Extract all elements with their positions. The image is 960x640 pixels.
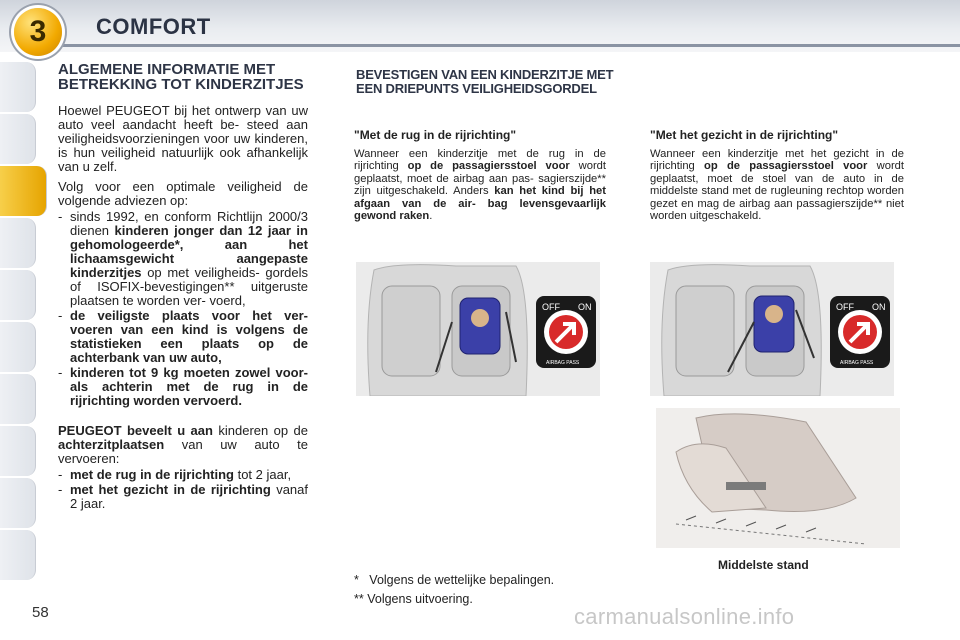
advice-item-2-bold: de veiligste plaats voor het ver- voeren van een kind is volgens de statistieken een plaats op de achterbank van uw auto, bbox=[70, 308, 308, 365]
rear-facing-bold-2: kan het kind bij het afgaan van de air- bag levensgevaarlijk gewond raken bbox=[354, 185, 607, 223]
age-item-rear bbox=[58, 468, 308, 482]
section-title-general: ALGEMENE INFORMATIE MET BETREKKING TOT KINDERZITJES bbox=[58, 61, 304, 93]
airbag-pass-label-2: AIRBAG PASS bbox=[840, 360, 874, 366]
advice-intro: Volg voor een optimale veiligheid de volgende adviezen op: bbox=[58, 179, 308, 208]
watermark: carmanualsonline.info bbox=[574, 604, 795, 629]
forward-facing-text-pre: Wanneer een kinderzitje met het gezicht in de rijrichting bbox=[650, 148, 904, 173]
advice-item-2 bbox=[58, 309, 308, 365]
advice-item-3-bold: kinderen tot 9 kg moeten zowel voor- als achterin met de rug in de rijrichting worden vervoerd. bbox=[70, 365, 308, 408]
recommendation-bold-1: PEUGEOT beveelt u aan bbox=[58, 423, 213, 438]
chapter-title: COMFORT bbox=[96, 14, 211, 39]
rear-facing-text-mid: wordt geplaatst, moet de airbag aan pas- sagierszijde** zijn uitgeschakeld. Anders bbox=[354, 160, 607, 198]
forward-facing-illustration bbox=[650, 262, 894, 396]
advice-item-1 bbox=[58, 210, 308, 308]
footnote-1 bbox=[354, 573, 554, 587]
chapter-tab-6[interactable] bbox=[0, 322, 36, 372]
chapter-tab-2[interactable] bbox=[0, 114, 36, 164]
intro-paragraph: Hoewel PEUGEOT bij het ontwerp van uw auto veel aandacht heeft be- steed aan veiligheidsvoorzieningen voor uw kinderen, is hun veiligheid natuurlijk ook afhankelijk van u zelf. bbox=[58, 103, 308, 174]
rear-facing-bold-1: op de passagiersstoel voor bbox=[407, 160, 570, 173]
rear-facing-car-image bbox=[356, 262, 600, 396]
airbag-switch-icon bbox=[536, 296, 596, 368]
forward-facing-block bbox=[650, 128, 904, 222]
footnote-1-text: Volgens de wettelijke bepalingen. bbox=[369, 573, 555, 587]
airbag-off-label: OFF bbox=[542, 302, 560, 312]
forward-facing-text-post: wordt geplaatst, moet de stoel van de auto in de middelste stand met de rugleuning rechtop worden gezet en mag de airbag aan passagierszijde** niet worden uitgeschakeld. bbox=[650, 160, 904, 223]
recommendation-mid: kinderen op de bbox=[218, 423, 308, 438]
rear-facing-end: . bbox=[429, 210, 433, 223]
section-general-info bbox=[58, 62, 308, 511]
advice-item-1-post: op met veiligheids- gordels of ISOFIX-bevestigingen** uitgeruste plaatsen te worden ver- voerd, bbox=[70, 265, 308, 308]
footnote-2-mark: ** bbox=[354, 592, 364, 606]
section-fastening bbox=[356, 68, 626, 96]
footnote-2 bbox=[354, 592, 473, 606]
forward-facing-heading: "Met het gezicht in de rijrichting" bbox=[650, 128, 839, 142]
age-item-forward bbox=[58, 483, 308, 511]
age-item-rear-post: tot 2 jaar, bbox=[237, 467, 292, 482]
page-number: 58 bbox=[32, 604, 49, 621]
section-title-fastening: BEVESTIGEN VAN EEN KINDERZITJE MET EEN DRIEPUNTS VEILIGHEIDSGORDEL bbox=[356, 67, 614, 96]
chapter-tab-5[interactable] bbox=[0, 270, 36, 320]
age-list bbox=[58, 468, 308, 511]
seat-caption: Middelste stand bbox=[718, 558, 809, 572]
chapter-tab-3-active[interactable] bbox=[0, 166, 47, 216]
chapter-tab-1[interactable] bbox=[0, 62, 36, 112]
rear-facing-text bbox=[354, 148, 606, 222]
chapter-tabs bbox=[0, 62, 36, 582]
advice-item-3 bbox=[58, 366, 308, 408]
age-item-forward-post: vanaf 2 jaar. bbox=[70, 482, 308, 511]
chapter-tab-9[interactable] bbox=[0, 478, 36, 528]
advice-list bbox=[58, 210, 308, 408]
age-item-rear-bold: met de rug in de rijrichting bbox=[70, 467, 234, 482]
chapter-tab-10[interactable] bbox=[0, 530, 36, 580]
chapter-tab-4[interactable] bbox=[0, 218, 36, 268]
age-item-forward-bold: met het gezicht in de rijrichting bbox=[70, 482, 271, 497]
chapter-tab-7[interactable] bbox=[0, 374, 36, 424]
header-divider bbox=[60, 44, 960, 47]
footnote-1-mark: * bbox=[354, 573, 359, 587]
rear-facing-heading: "Met de rug in de rijrichting" bbox=[354, 128, 517, 142]
forward-facing-car-image bbox=[650, 262, 894, 396]
recommendation-bold-2: achterzitplaatsen bbox=[58, 437, 165, 452]
rear-facing-illustration bbox=[356, 262, 600, 396]
forward-facing-bold: op de passagiersstoel voor bbox=[704, 160, 868, 173]
airbag-on-label: ON bbox=[578, 302, 592, 312]
airbag-switch-icon-2 bbox=[830, 296, 890, 368]
footnote-2-text: Volgens uitvoering. bbox=[367, 592, 473, 606]
advice-item-1-bold: kinderen jonger dan 12 jaar in gehomologeerde*, aan het lichaamsgewicht aangepaste kinderzitjes bbox=[70, 223, 308, 280]
recommendation-paragraph bbox=[58, 424, 308, 466]
rear-facing-text-pre: Wanneer een kinderzitje met de rug in de rijrichting bbox=[354, 148, 606, 173]
chapter-tab-8[interactable] bbox=[0, 426, 36, 476]
seat-position-image bbox=[656, 408, 900, 548]
airbag-pass-label: AIRBAG PASS bbox=[546, 360, 580, 366]
airbag-off-label-2: OFF bbox=[836, 302, 854, 312]
chapter-number-badge: 3 bbox=[14, 8, 62, 56]
rear-facing-block bbox=[354, 128, 606, 222]
recommendation-post: van uw auto te vervoeren: bbox=[58, 437, 308, 466]
forward-facing-text bbox=[650, 148, 904, 222]
advice-item-1-text: sinds 1992, en conform Richtlijn 2000/3 dienen bbox=[70, 209, 308, 238]
seat-illustration bbox=[656, 408, 900, 548]
airbag-on-label-2: ON bbox=[872, 302, 886, 312]
